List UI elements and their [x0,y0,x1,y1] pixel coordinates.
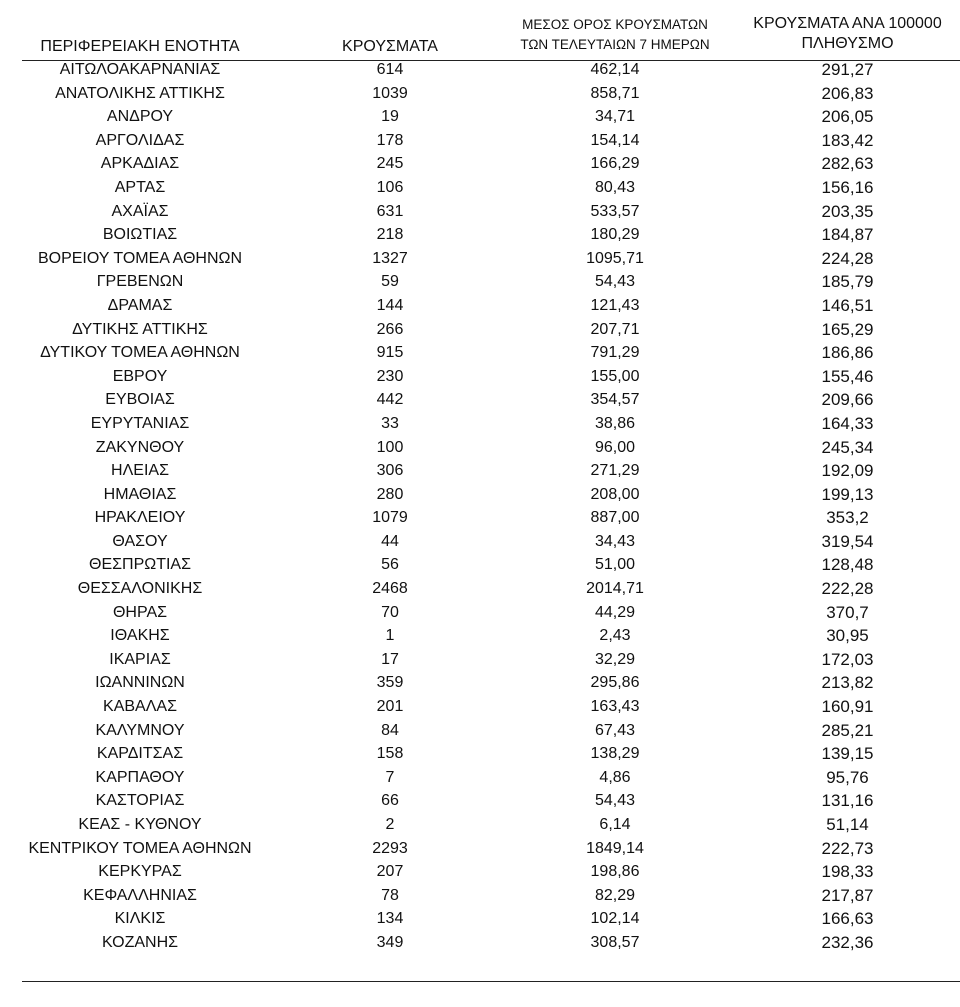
table-row [0,624,960,648]
header-cases-per-100000 [725,14,960,54]
header-per-line-2: ΠΛΗΘΥΣΜΟ [801,35,894,52]
region-cell: ΘΑΣΟΥ [112,532,168,550]
table-row [0,176,960,200]
table-row [0,577,960,601]
average-cell: 34,71 [594,108,636,126]
region-cell: ΑΡΚΑΔΙΑΣ [100,155,180,173]
per-100000-cell: 291,27 [821,60,874,79]
per-100000-cell: 165,29 [821,319,874,339]
per-100000-cell: 319,54 [821,531,874,551]
average-cell: 44,29 [594,603,636,621]
per-100000-cell: 183,42 [821,130,874,150]
region-cell: ΑΡΤΑΣ [114,178,166,196]
region-cell: ΙΚΑΡΙΑΣ [109,650,171,668]
per-100000-cell: 203,35 [821,201,874,221]
cases-cell: 1039 [372,84,408,102]
average-cell: 163,43 [590,698,640,716]
per-100000-cell: 282,63 [821,154,874,174]
region-cell: ΔΥΤΙΚΗΣ ΑΤΤΙΚΗΣ [72,320,208,338]
cases-cell: 631 [376,202,404,220]
region-cell: ΚΙΛΚΙΣ [114,910,166,928]
per-100000-cell: 186,86 [821,343,874,363]
region-cell: ΑΧΑΪΑΣ [111,202,169,220]
cases-cell: 1 [385,627,395,645]
region-cell: ΗΜΑΘΙΑΣ [103,485,177,503]
table-row [0,553,960,577]
cases-cell: 59 [381,273,399,291]
per-100000-cell: 146,51 [821,295,874,315]
table-row [0,341,960,365]
cases-cell: 1327 [372,249,408,267]
table-row [0,388,960,412]
cases-cell: 201 [376,698,404,716]
region-cell: ΗΛΕΙΑΣ [111,462,169,480]
per-100000-cell: 131,16 [821,791,874,811]
table-row [0,200,960,224]
cases-cell: 158 [376,745,404,763]
region-cell: ΚΕΡΚΥΡΑΣ [98,863,182,881]
average-cell: 32,29 [594,650,636,668]
per-100000-cell: 139,15 [821,744,874,764]
average-cell: 180,29 [590,226,640,244]
average-cell: 207,71 [590,320,640,338]
cases-cell: 2468 [372,580,408,598]
table-row [0,648,960,672]
table-row [0,907,960,931]
per-100000-cell: 217,87 [821,885,874,905]
region-cell: ΚΟΖΑΝΗΣ [101,933,179,951]
per-100000-cell: 160,91 [821,697,874,717]
table-row [0,813,960,837]
table-row [0,719,960,743]
region-cell: ΖΑΚΥΝΘΟΥ [95,438,185,456]
average-cell: 4,86 [599,768,631,786]
per-100000-cell: 224,28 [821,248,874,268]
per-100000-cell: 172,03 [821,649,874,669]
cases-cell: 66 [381,792,399,810]
table-row [0,742,960,766]
per-100000-cell: 209,66 [821,390,874,410]
header-average-7-days [500,15,730,55]
region-cell: ΓΡΕΒΕΝΩΝ [96,273,184,291]
region-cell: ΚΑΡΔΙΤΣΑΣ [96,745,184,763]
header-average-line-2: ΤΩΝ ΤΕΛΕΥΤΑΙΩΝ 7 ΗΜΕΡΩΝ [520,37,710,52]
table-row [0,129,960,153]
table-row [0,294,960,318]
table-row [0,506,960,530]
table-row [0,223,960,247]
average-cell: 354,57 [590,391,640,409]
per-100000-cell: 155,46 [821,366,874,386]
per-100000-cell: 30,95 [826,626,869,646]
average-cell: 533,57 [590,202,640,220]
cases-cell: 245 [376,155,404,173]
region-cell: ΚΑΡΠΑΘΟΥ [95,768,185,786]
cases-cell: 33 [381,414,399,432]
average-cell: 38,86 [594,414,636,432]
cases-cell: 349 [376,933,404,951]
table-row [0,365,960,389]
region-cell: ΙΘΑΚΗΣ [110,627,170,645]
average-cell: 6,14 [599,816,631,833]
average-cell: 295,86 [590,674,640,692]
cases-cell: 359 [376,674,404,692]
table-row [0,860,960,884]
average-cell: 1849,14 [586,839,644,857]
table-row [0,436,960,460]
average-cell: 208,00 [590,485,640,503]
average-cell: 121,43 [590,296,640,314]
table-row [0,789,960,813]
average-cell: 462,14 [590,61,640,78]
average-cell: 54,43 [594,273,636,291]
cases-cell: 614 [376,61,404,78]
region-cell: ΒΟΙΩΤΙΑΣ [102,226,178,244]
average-cell: 82,29 [594,886,636,904]
per-100000-cell: 222,73 [821,838,874,858]
table-row [0,671,960,695]
average-cell: 80,43 [594,178,636,196]
cases-cell: 17 [381,650,399,668]
per-100000-cell: 184,87 [821,225,874,245]
region-cell: ΗΡΑΚΛΕΙΟΥ [94,509,186,527]
region-cell: ΘΗΡΑΣ [112,603,168,621]
table-row [0,837,960,861]
cases-cell: 178 [376,131,404,149]
cases-cell: 144 [376,296,404,314]
average-cell: 54,43 [594,792,636,810]
region-cell: ΘΕΣΣΑΛΟΝΙΚΗΣ [77,580,203,598]
cases-cell: 78 [381,886,399,904]
table-row [0,483,960,507]
region-cell: ΕΥΒΟΙΑΣ [105,391,175,409]
cases-cell: 280 [376,485,404,503]
average-cell: 858,71 [590,84,640,102]
cases-cell: 19 [381,108,399,126]
average-cell: 96,00 [594,438,636,456]
table-row [0,270,960,294]
average-cell: 791,29 [590,344,640,362]
average-cell: 34,43 [594,532,636,550]
average-cell: 2014,71 [586,580,644,598]
average-cell: 1095,71 [586,249,644,267]
header-cases: ΚΡΟΥΣΜΑΤΑ [342,38,438,55]
per-100000-cell: 285,21 [821,720,874,740]
table-row [0,884,960,908]
per-100000-cell: 51,14 [826,815,869,834]
average-cell: 308,57 [590,933,640,951]
average-cell: 67,43 [594,721,636,739]
table-row [0,82,960,106]
region-cell: ΚΑΒΑΛΑΣ [103,698,177,716]
average-cell: 102,14 [590,910,640,928]
average-cell: 138,29 [590,745,640,763]
per-100000-cell: 164,33 [821,413,874,433]
cases-cell: 915 [376,344,404,362]
cases-cell: 2293 [372,839,408,857]
average-cell: 887,00 [590,509,640,527]
region-cell: ΚΑΣΤΟΡΙΑΣ [95,792,185,810]
cases-cell: 230 [376,367,404,385]
table-body [0,58,960,955]
average-cell: 271,29 [590,462,640,480]
table-row [0,530,960,554]
region-cell: ΒΟΡΕΙΟΥ ΤΟΜΕΑ ΑΘΗΝΩΝ [37,249,243,267]
table-header [0,0,960,62]
table-row [0,601,960,625]
region-cell: ΑΡΓΟΛΙΔΑΣ [95,131,185,149]
per-100000-cell: 166,63 [821,909,874,929]
table-bottom-divider [22,981,960,982]
region-cell: ΚΕΑΣ - ΚΥΘΝΟΥ [78,816,202,833]
average-cell: 154,14 [590,131,640,149]
average-cell: 155,00 [590,367,640,385]
header-per-line-1: ΚΡΟΥΣΜΑΤΑ ΑΝΑ 100000 [753,15,942,32]
region-cell: ΔΥΤΙΚΟΥ ΤΟΜΕΑ ΑΘΗΝΩΝ [40,344,240,362]
table-row [0,931,960,955]
average-cell: 198,86 [590,863,640,881]
cases-cell: 100 [376,438,404,456]
per-100000-cell: 198,33 [821,862,874,882]
average-cell: 51,00 [594,556,636,574]
per-100000-cell: 206,05 [821,107,874,127]
cases-cell: 44 [381,532,399,550]
cases-cell: 134 [376,910,404,928]
header-region: ΠΕΡΙΦΕΡΕΙΑΚΗ ΕΝΟΤΗΤΑ [40,38,240,55]
average-cell: 166,29 [590,155,640,173]
per-100000-cell: 185,79 [821,272,874,292]
table-row [0,318,960,342]
per-100000-cell: 156,16 [821,177,874,197]
table-row [0,695,960,719]
region-cell: ΚΕΝΤΡΙΚΟΥ ΤΟΜΕΑ ΑΘΗΝΩΝ [28,839,252,857]
header-average-line-1: ΜΕΣΟΣ ΟΡΟΣ ΚΡΟΥΣΜΑΤΩΝ [522,17,708,32]
region-cell: ΕΥΡΥΤΑΝΙΑΣ [90,414,190,432]
per-100000-cell: 192,09 [821,461,874,481]
per-100000-cell: 95,76 [826,767,869,787]
table-row [0,105,960,129]
cases-cell: 266 [376,320,404,338]
region-cell: ΘΕΣΠΡΩΤΙΑΣ [89,556,191,574]
per-100000-cell: 370,7 [826,602,869,622]
region-cell: ΚΕΦΑΛΛΗΝΙΑΣ [83,886,197,904]
region-cell: ΑΝΑΤΟΛΙΚΗΣ ΑΤΤΙΚΗΣ [55,84,225,102]
region-cell: ΑΝΔΡΟΥ [106,108,174,126]
cases-cell: 106 [376,178,404,196]
cases-cell: 56 [381,556,399,574]
average-cell: 2,43 [599,627,631,645]
per-100000-cell: 128,48 [821,555,874,575]
region-cell: ΕΒΡΟΥ [112,367,168,385]
table-row [0,766,960,790]
region-cell: ΑΙΤΩΛΟΑΚΑΡΝΑΝΙΑΣ [59,61,221,78]
per-100000-cell: 222,28 [821,579,874,599]
cases-cell: 207 [376,863,404,881]
cases-cell: 84 [381,721,399,739]
cases-cell: 218 [376,226,404,244]
table-row [0,152,960,176]
per-100000-cell: 199,13 [821,484,874,504]
per-100000-cell: 245,34 [821,437,874,457]
cases-cell: 70 [381,603,399,621]
table-row [0,58,960,82]
region-cell: ΚΑΛΥΜΝΟΥ [95,721,185,739]
cases-cell: 7 [385,768,395,786]
cases-cell: 442 [376,391,404,409]
per-100000-cell: 213,82 [821,673,874,693]
table-row [0,247,960,271]
per-100000-cell: 206,83 [821,83,874,103]
table-row [0,412,960,436]
cases-cell: 2 [385,816,395,833]
table-row [0,459,960,483]
cases-cell: 1079 [372,509,408,527]
region-cell: ΙΩΑΝΝΙΝΩΝ [95,674,185,692]
cases-cell: 306 [376,462,404,480]
region-cell: ΔΡΑΜΑΣ [107,296,173,314]
per-100000-cell: 353,2 [826,508,869,528]
per-100000-cell: 232,36 [821,932,874,952]
